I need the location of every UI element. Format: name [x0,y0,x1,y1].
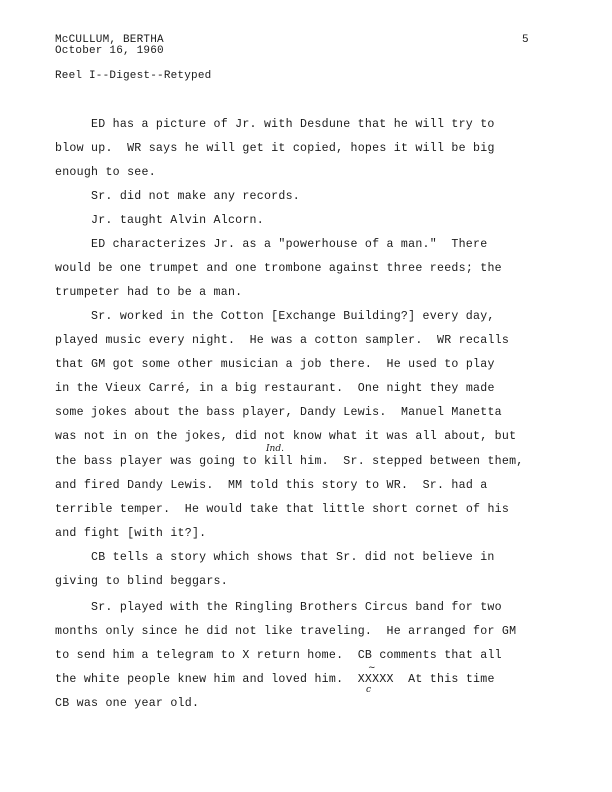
body-line: would be one trumpet and one trombone against three reeds; the [55,262,502,275]
body-line: was not in on the jokes, did not know what it was all about, but [55,430,517,443]
body-line: played music every night. He was a cotton sampler. WR recalls [55,334,510,347]
body-line: blow up. WR says he will get it copied, hopes it will be big [55,142,495,155]
body-line: Sr. worked in the Cotton [Exchange Building?] every day, [91,310,495,323]
handwritten-insertion: c [366,685,372,695]
body-line: months only since he did not like traveling. He arranged for GM [55,625,517,638]
body-line: trumpeter had to be a man. [55,286,243,299]
body-line: in the Vieux Carré, in a big restaurant. One night they made [55,382,495,395]
body-line: and fight [with it?]. [55,527,207,540]
body-line: Sr. played with the Ringling Brothers Circus band for two [91,601,502,614]
body-line: and fired Dandy Lewis. MM told this story to WR. Sr. had a [55,479,488,492]
body-line: enough to see. [55,166,156,179]
handwritten-insertion: Ind. [266,444,284,454]
page-number: 5 [522,34,529,46]
header-name: McCULLUM, BERTHA [55,34,164,46]
body-line: to send him a telegram to X return home. CB comments that all [55,649,502,662]
header-reel: Reel I--Digest--Retyped [55,70,212,82]
body-line: that GM got some other musician a job there. He used to play [55,358,495,371]
body-line: the white people knew him and loved him. XXXXX At this time [55,673,495,686]
body-line: Sr. did not make any records. [91,190,301,203]
body-line: ED has a picture of Jr. with Desdune that he will try to [91,118,495,131]
body-line: CB was one year old. [55,697,200,710]
header-date: October 16, 1960 [55,45,164,57]
body-line: ED characterizes Jr. as a "powerhouse of a man." There [91,238,488,251]
body-line: terrible temper. He would take that little short cornet of his [55,503,510,516]
body-line: giving to blind beggars. [55,575,228,588]
body-line: the bass player was going to kill him. Sr. stepped between them, [55,455,524,468]
body-line: CB tells a story which shows that Sr. did not believe in [91,551,495,564]
body-line: Jr. taught Alvin Alcorn. [91,214,264,227]
handwritten-insertion: ~ [368,663,376,673]
body-line: some jokes about the bass player, Dandy Lewis. Manuel Manetta [55,406,502,419]
